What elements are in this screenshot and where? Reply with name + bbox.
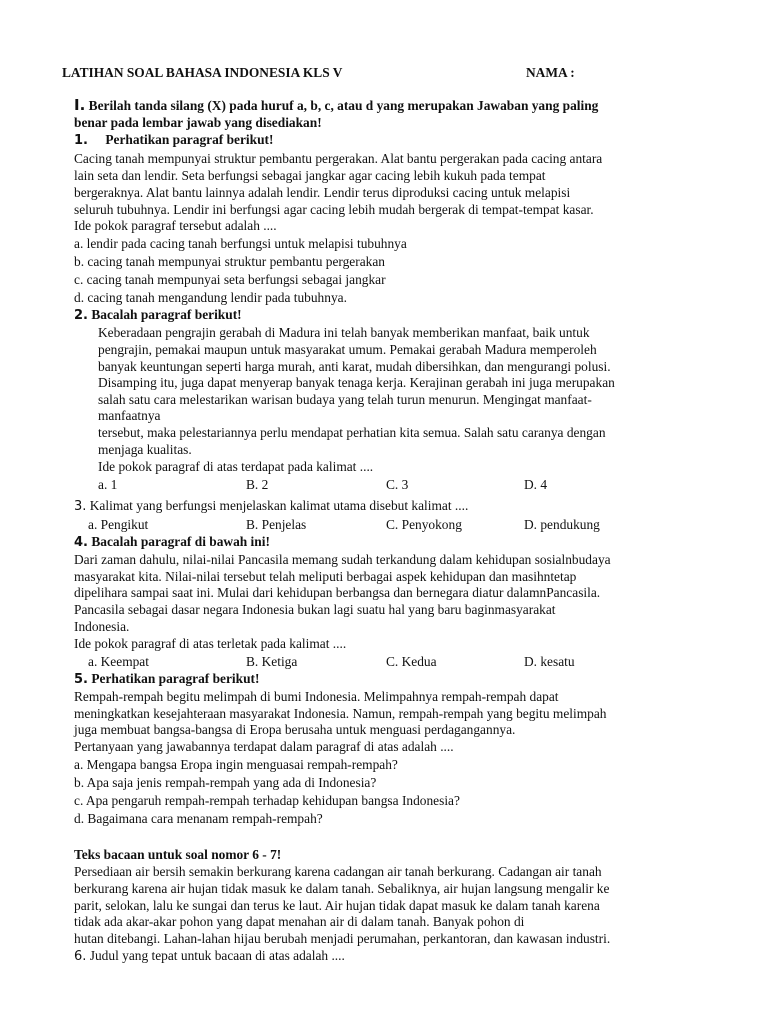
q4-paragraph-line: Indonesia.: [74, 619, 130, 634]
q1-paragraph-line: lain seta dan lendir. Seta berfungsi sebagai jangkar agar cacing lebih kukuh pada tempat: [74, 168, 546, 183]
q5-heading: Perhatikan paragraf berikut!: [91, 671, 260, 686]
instruction-text-2: benar pada lembar jawab yang disediakan!: [74, 115, 322, 130]
q6-question-row: [74, 947, 345, 965]
q4-paragraph-line: masyarakat kita. Nilai-nilai tersebut telah meliputi berbagai aspek kehidupan dan masihntetap: [74, 569, 577, 584]
q1-paragraph-line: bergeraknya. Alat bantu lainnya adalah lendir. Lendir terus diproduksi cacing untuk melapisi: [74, 185, 571, 200]
q1-option-d: d. cacing tanah mengandung lendir pada tubuhnya.: [74, 290, 347, 305]
q4-paragraph-line: Pancasila sebagai dasar negara Indonesia bukan lagi suatu hal yang baru baginmasyarakat: [74, 602, 556, 617]
q5-option-d: d. Bagaimana cara menanam rempah-rempah?: [74, 811, 323, 826]
q3-option-d: D. pendukung: [524, 517, 600, 532]
q1-number: 1.: [74, 133, 88, 148]
worksheet-title: LATIHAN SOAL BAHASA INDONESIA KLS V: [62, 65, 343, 80]
q4-option-a: a. Keempat: [88, 654, 149, 669]
q5-option-b: b. Apa saja jenis rempah-rempah yang ada di Indonesia?: [74, 775, 377, 790]
q4-heading-row: [74, 533, 270, 551]
q2-option-a: a. 1: [98, 477, 118, 492]
q3-question-row: [74, 497, 468, 515]
text67-heading: Teks bacaan untuk soal nomor 6 - 7!: [74, 847, 282, 862]
q2-option-d: D. 4: [524, 477, 548, 492]
q4-option-b: B. Ketiga: [246, 654, 298, 669]
q2-paragraph-line: banyak keuntungan seperti harga murah, anti karat, mudah dibersihkan, dan mengurangi polusi.: [98, 359, 611, 374]
q4-number: 4.: [74, 535, 88, 550]
q2-heading: Bacalah paragraf berikut!: [91, 307, 242, 322]
q3-option-b: B. Penjelas: [246, 517, 307, 532]
q4-paragraph-line: Dari zaman dahulu, nilai-nilai Pancasila memang sudah terkandung dalam kehidupan sosialnbudaya: [74, 552, 611, 567]
q2-paragraph-line: Keberadaan pengrajin gerabah di Madura ini telah banyak memberikan manfaat, baik untuk: [98, 325, 590, 340]
name-label: NAMA :: [526, 65, 575, 80]
q2-paragraph-line: tersebut, maka pelestariannya perlu mendapat perhatian kita semua. Salah satu caranya dengan: [98, 425, 606, 440]
q5-option-c: c. Apa pengaruh rempah-rempah terhadap kehidupan bangsa Indonesia?: [74, 793, 460, 808]
text67-paragraph-line: berkurang karena air hujan tidak masuk ke dalam tanah. Sebaliknya, air hujan langsung mengalir ke: [74, 881, 610, 896]
q3-question: Kalimat yang berfungsi menjelaskan kalimat utama disebut kalimat ....: [89, 498, 469, 513]
q2-number: 2.: [74, 308, 88, 323]
q2-paragraph-line: manfaatnya: [98, 408, 161, 423]
q4-option-d: D. kesatu: [524, 654, 575, 669]
q2-paragraph-line: Disamping itu, juga dapat menyerap banyak tenaga kerja. Kerajinan gerabah ini juga merupakan: [98, 375, 615, 390]
q2-paragraph-line: pengrajin, pemakai maupun untuk masyarakat umum. Pemakai gerabah Madura memperoleh: [98, 342, 597, 357]
q5-paragraph-line: meningkatkan kesejahteraan masyarakat Indonesia. Namun, rempah-rempah yang begitu melimpah: [74, 706, 607, 721]
q6-question: Judul yang tepat untuk bacaan di atas adalah ....: [89, 948, 345, 963]
text67-paragraph-line: tidak ada akar-akar pohon yang dapat menahan air di dalam tanah. Banyak pohon di: [74, 914, 525, 929]
q1-heading-row: [74, 131, 273, 149]
q2-heading-row: [74, 306, 242, 324]
q2-question: Ide pokok paragraf di atas terdapat pada kalimat ....: [98, 459, 374, 474]
q3-option-c: C. Penyokong: [386, 517, 462, 532]
q4-question: Ide pokok paragraf di atas terletak pada kalimat ....: [74, 636, 347, 651]
section-instruction-line-1: [74, 97, 598, 114]
q5-paragraph-line: Rempah-rempah begitu melimpah di bumi Indonesia. Melimpahnya rempah-rempah dapat: [74, 689, 559, 704]
q5-paragraph-line: juga membuat bangsa-bangsa di Eropa berusaha untuk menguasi perdagangannya.: [74, 722, 516, 737]
section-numeral: I.: [74, 96, 86, 114]
q1-option-b: b. cacing tanah mempunyai struktur pembantu pergerakan: [74, 254, 385, 269]
text67-paragraph-line: Persediaan air bersih semakin berkurang karena cadangan air tanah berkurang. Cadangan air tanah: [74, 864, 602, 879]
q3-number: 3.: [74, 499, 87, 514]
q1-paragraph-line: Cacing tanah mempunyai struktur pembantu pergerakan. Alat bantu pergerakan pada cacing antara: [74, 151, 603, 166]
q5-heading-row: [74, 670, 259, 688]
q1-option-c: c. cacing tanah mempunyai seta berfungsi sebagai jangkar: [74, 272, 386, 287]
text67-paragraph-line: parit, selokan, lalu ke sungai dan terus ke laut. Air hujan tidak dapat masuk ke dalam tanah karena: [74, 898, 600, 913]
instruction-text-1: Berilah tanda silang (X) pada huruf a, b, c, atau d yang merupakan Jawaban yang paling: [88, 98, 599, 113]
q3-option-a: a. Pengikut: [88, 517, 149, 532]
q2-paragraph-line: salah satu cara melestarikan warisan budaya yang telah turun menurun. Mengingat manfaat-: [98, 392, 592, 407]
q2-option-c: C. 3: [386, 477, 409, 492]
q5-question: Pertanyaan yang jawabannya terdapat dalam paragraf di atas adalah ....: [74, 739, 454, 754]
q2-paragraph-line: menjaga kualitas.: [98, 442, 192, 457]
q6-number: 6.: [74, 949, 87, 964]
q1-heading: Perhatikan paragraf berikut!: [105, 132, 274, 147]
q1-option-a: a. lendir pada cacing tanah berfungsi untuk melapisi tubuhnya: [74, 236, 407, 251]
q4-option-c: C. Kedua: [386, 654, 437, 669]
q4-heading: Bacalah paragraf di bawah ini!: [91, 534, 270, 549]
q5-number: 5.: [74, 672, 88, 687]
q1-question: Ide pokok paragraf tersebut adalah ....: [74, 218, 277, 233]
q1-paragraph-line: seluruh tubuhnya. Lendir ini berfungsi agar cacing lebih mudah bergerak di tempat-tempat kasar.: [74, 202, 594, 217]
q5-option-a: a. Mengapa bangsa Eropa ingin menguasai rempah-rempah?: [74, 757, 398, 772]
q4-paragraph-line: dipelihara sampai saat ini. Mulai dari kehidupan berbangsa dan bernegara diatur dalamnPancasila.: [74, 585, 601, 600]
text67-paragraph-line: hutan ditebangi. Lahan-lahan hijau berubah menjadi perumahan, perkantoran, dan kawasan industri.: [74, 931, 611, 946]
q2-option-b: B. 2: [246, 477, 269, 492]
